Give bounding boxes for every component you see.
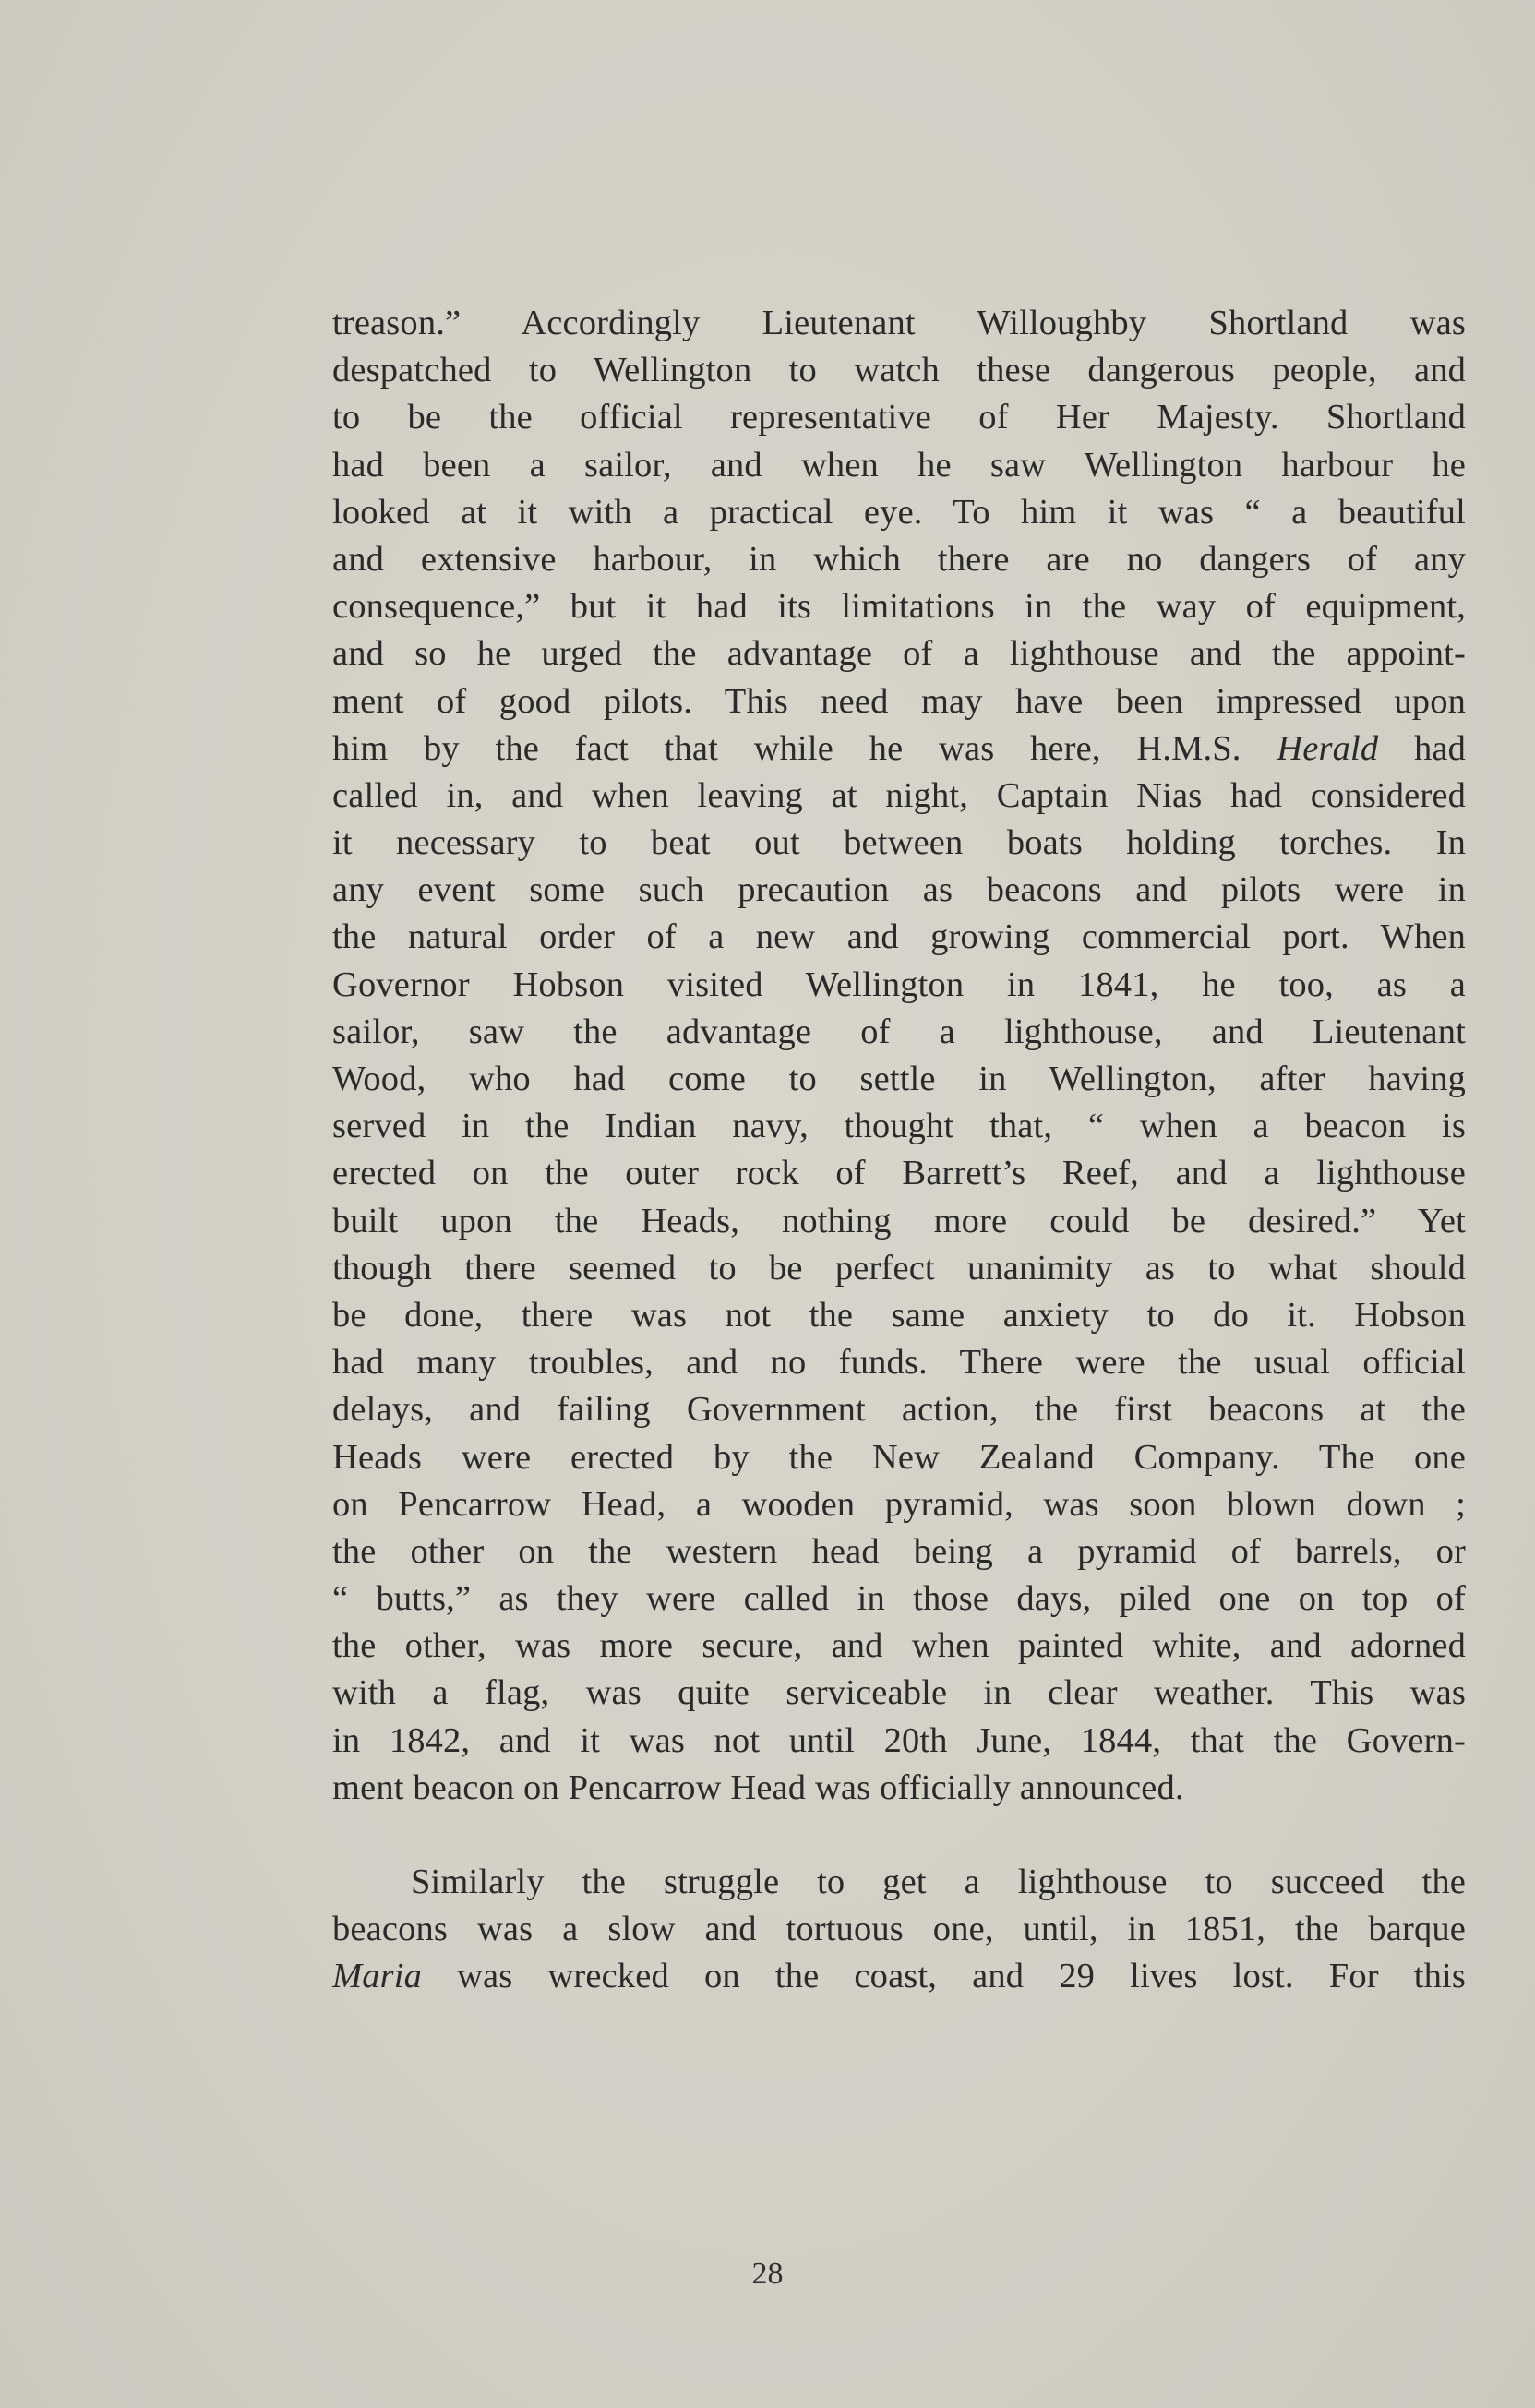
text-line: built upon the Heads, nothing more could be desired.” Yet — [332, 1201, 1466, 1240]
ship-name-herald: Herald — [1277, 728, 1379, 768]
text-line: ment of good pilots. This need may have been impressed upon — [332, 681, 1466, 721]
text-segment: him by the fact that while he was here, H.M.S. — [332, 728, 1277, 768]
text-segment: had — [1378, 728, 1466, 768]
paragraph-2 — [332, 1859, 1466, 2001]
text-line — [332, 725, 1466, 773]
text-line: Wood, who had come to settle in Wellington, after having — [332, 1060, 1466, 1098]
text-line: Governor Hobson visited Wellington in 1841, he too, as a — [332, 964, 1466, 1004]
text-line: despatched to Wellington to watch these dangerous people, and — [332, 351, 1466, 390]
text-line: though there seemed to be perfect unanimity as to what should — [332, 1248, 1466, 1288]
text-line: looked at it with a practical eye. To him it was “ a beautiful — [332, 492, 1466, 532]
text-line: Similarly the struggle to get a lighthouse to succeed the — [411, 1863, 1466, 1901]
text-line: consequence,” but it had its limitations in the way of equipment, — [332, 587, 1466, 627]
text-line: on Pencarrow Head, a wooden pyramid, was soon blown down ; — [332, 1484, 1466, 1524]
ship-name-maria: Maria — [332, 1957, 422, 1996]
text-line: delays, and failing Government action, the first beacons at the — [332, 1390, 1466, 1430]
text-line: “ butts,” as they were called in those days, piled one on top of — [332, 1579, 1466, 1619]
text-line: served in the Indian navy, thought that, “ when a beacon is — [332, 1107, 1466, 1146]
text-line: it necessary to beat out between boats holding torches. In — [332, 823, 1466, 863]
text-line: and so he urged the advantage of a lighthouse and the appoint- — [332, 634, 1466, 674]
text-line: had been a sailor, and when he saw Wellington harbour he — [332, 445, 1466, 485]
text-line: erected on the outer rock of Barrett’s Reef, and a lighthouse — [332, 1154, 1466, 1193]
page-number: 28 — [751, 2257, 784, 2291]
text-line — [332, 1953, 1466, 2000]
text-line: treason.” Accordingly Lieutenant Willoughby Shortland was — [332, 304, 1466, 342]
text-line: be done, there was not the same anxiety to do it. Hobson — [332, 1295, 1466, 1335]
text-line: the other on the western head being a pyramid of barrels, or — [332, 1531, 1466, 1571]
paragraph-gap — [332, 1812, 1466, 1859]
text-line: beacons was a slow and tortuous one, until, in 1851, the barque — [332, 1910, 1466, 1949]
text-line: in 1842, and it was not until 20th June, 1844, that the Govern- — [332, 1720, 1466, 1760]
text-line: called in, and when leaving at night, Captain Nias had considered — [332, 775, 1466, 815]
paragraph-1 — [332, 300, 1466, 1812]
text-segment: was wrecked on the coast, and 29 lives lost. For this — [422, 1957, 1466, 1996]
text-line: any event some such precaution as beacons and pilots were in — [332, 870, 1466, 910]
text-line: and extensive harbour, in which there are no dangers of any — [332, 539, 1466, 579]
body-text — [332, 300, 1466, 2001]
text-line: had many troubles, and no funds. There were the usual official — [332, 1343, 1466, 1383]
text-line: the natural order of a new and growing commercial port. When — [332, 917, 1466, 957]
text-line: sailor, saw the advantage of a lighthouse, and Lieutenant — [332, 1012, 1466, 1051]
text-line: the other, was more secure, and when painted white, and adorned — [332, 1626, 1466, 1666]
text-line: to be the official representative of Her Majesty. Shortland — [332, 398, 1466, 437]
text-line: ment beacon on Pencarrow Head was officially announced. — [332, 1767, 1184, 1807]
text-line: with a flag, was quite serviceable in clear weather. This was — [332, 1673, 1466, 1713]
text-line: Heads were erected by the New Zealand Company. The one — [332, 1437, 1466, 1477]
